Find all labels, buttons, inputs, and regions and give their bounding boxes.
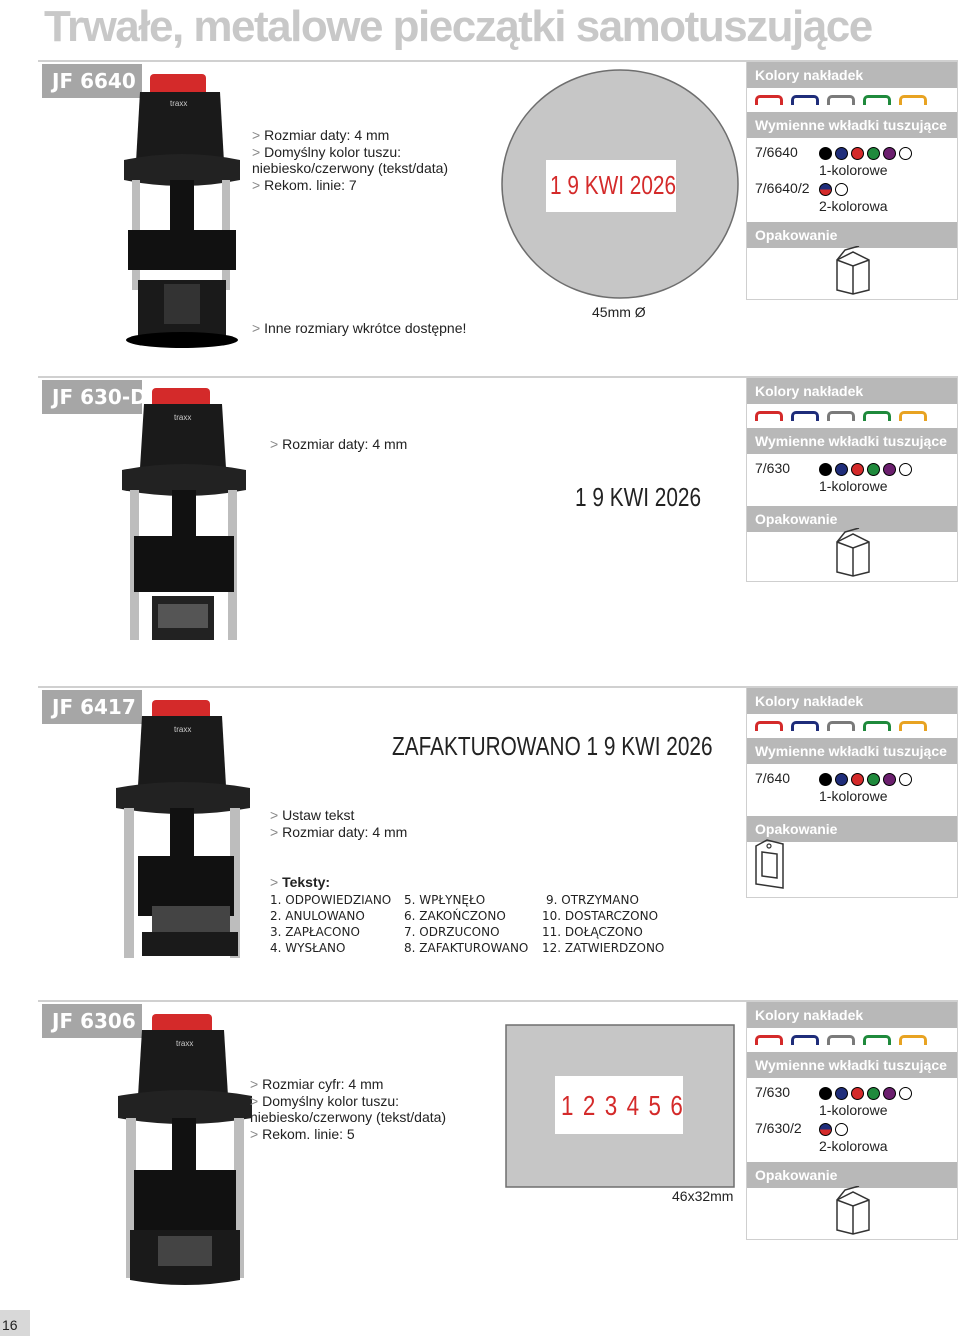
cap-colors	[747, 714, 957, 738]
dot-violet	[883, 463, 896, 476]
ink-pads-header: Wymienne wkładki tuszujące	[747, 112, 957, 138]
model-badge: JF 6306	[42, 1004, 142, 1038]
cap-blue	[791, 1035, 819, 1045]
spec-panel	[746, 688, 958, 898]
box-icon	[833, 528, 873, 578]
ink-pads-header: Wymienne wkładki tuszujące	[747, 428, 957, 454]
cap-green	[863, 1035, 891, 1045]
spec-panel	[746, 62, 958, 300]
pad-row: 7/6640/2	[747, 180, 957, 198]
cap-red	[755, 721, 783, 731]
dot-blue	[835, 773, 848, 786]
model-badge: JF 6640	[42, 64, 142, 98]
dot-blue	[835, 147, 848, 160]
dot-white	[899, 147, 912, 160]
texts-label: Teksty:	[282, 874, 331, 890]
feature-list	[270, 436, 407, 453]
dot-green	[867, 1087, 880, 1100]
dot-black	[819, 147, 832, 160]
feature-item: niebiesko/czerwony (tekst/data)	[250, 1109, 447, 1125]
stamp-photo-jf630d	[118, 386, 250, 656]
text-options: > Teksty: 1. ODPOWIEDZIANO 2. ANULOWANO 3. ZAPŁACONO 4. WYSŁANO 5. WPŁYNĘŁO 6. ZAKOŃCZONO 7. ODRZUCONO 8. ZAFAKTUROWANO 9. OTRZYMANO 10. DOSTARCZONO 11. DOŁĄCZONO 12. ZATWIERDZONO	[270, 874, 665, 955]
text-option: 11. DOŁĄCZONO	[542, 925, 643, 939]
feature-item: > Rekom. linie: 7	[252, 176, 357, 193]
feature-item: > Rozmiar daty: 4 mm	[270, 436, 408, 452]
imprint-date: 1 9 KWI 2026	[550, 170, 677, 200]
dot-green	[867, 463, 880, 476]
dot-black	[819, 773, 832, 786]
model-badge: JF 630-D	[42, 380, 142, 414]
text-option: 6. ZAKOŃCZONO	[404, 909, 506, 923]
dot-green	[867, 147, 880, 160]
pad-label: 1-kolorowe	[819, 1102, 888, 1118]
cap-colors	[747, 88, 957, 112]
packaging-header: Opakowanie	[747, 816, 957, 842]
feature-item: > Domyślny kolor tuszu:	[250, 1092, 400, 1109]
ink-colors-header: Kolory nakładek	[747, 688, 957, 714]
cap-gray	[827, 1035, 855, 1045]
cap-colors	[747, 1028, 957, 1052]
cap-gray	[827, 411, 855, 421]
feature-item: niebiesko/czerwony (tekst/data)	[252, 160, 449, 176]
box-icon	[833, 246, 873, 296]
imprint-text: ZAFAKTUROWANO 1 9 KWI 2026	[392, 731, 713, 761]
text-option: 2. ANULOWANO	[270, 909, 365, 923]
text-option: 10. DOSTARCZONO	[542, 909, 659, 923]
feature-item: > Rekom. linie: 5	[250, 1125, 355, 1142]
ink-colors-header: Kolory nakładek	[747, 62, 957, 88]
cap-green	[863, 95, 891, 105]
dot-violet	[883, 147, 896, 160]
box-icon	[833, 1186, 873, 1236]
dot-violet	[883, 773, 896, 786]
imprint-size: 45mm Ø	[592, 304, 646, 320]
pad-label: 2-kolorowa	[819, 1138, 888, 1154]
cap-green	[863, 721, 891, 731]
packaging-header: Opakowanie	[747, 506, 957, 532]
ink-pads-header: Wymienne wkładki tuszujące	[747, 738, 957, 764]
pad-label: 1-kolorowe	[819, 788, 888, 804]
cap-red	[755, 1035, 783, 1045]
pad-row: 7/640	[747, 770, 957, 788]
dot-empty	[835, 1123, 848, 1136]
feature-item: > Rozmiar cyfr: 4 mm	[250, 1076, 384, 1092]
feature-item: > Ustaw tekst	[270, 807, 355, 823]
stamp-photo-jf6417	[112, 696, 254, 968]
dot-red	[851, 463, 864, 476]
cap-gray	[827, 95, 855, 105]
stamp-photo-jf6306	[114, 1010, 256, 1294]
text-option: 3. ZAPŁACONO	[270, 925, 360, 939]
packaging-header: Opakowanie	[747, 1162, 957, 1188]
text-option: 7. ODRZUCONO	[404, 925, 500, 939]
spec-panel	[746, 378, 958, 582]
ink-pads-header: Wymienne wkładki tuszujące	[747, 1052, 957, 1078]
svg-text:traxx: traxx	[174, 725, 192, 734]
dot-black	[819, 463, 832, 476]
feature-list	[250, 1076, 446, 1142]
pad-row: 7/6640	[747, 144, 957, 162]
text-option: 4. WYSŁANO	[270, 941, 346, 955]
availability-note: > Inne rozmiary wkrótce dostępne!	[252, 320, 467, 336]
feature-list	[252, 127, 448, 193]
dot-blue	[835, 1087, 848, 1100]
text-option: 12. ZATWIERDZONO	[542, 941, 665, 955]
dot-violet	[883, 1087, 896, 1100]
dot-red	[851, 147, 864, 160]
pad-row: 7/630	[747, 1084, 957, 1102]
dot-black	[819, 1087, 832, 1100]
dot-white	[899, 773, 912, 786]
cap-red	[755, 411, 783, 421]
cap-colors	[747, 404, 957, 428]
model-badge: JF 6417	[42, 690, 142, 724]
cap-blue	[791, 95, 819, 105]
text-option: 1. ODPOWIEDZIANO	[270, 893, 392, 907]
dot-red	[851, 1087, 864, 1100]
svg-text:traxx: traxx	[174, 413, 192, 422]
pad-label: 1-kolorowe	[819, 162, 888, 178]
spec-panel	[746, 1002, 958, 1240]
cap-gray	[827, 721, 855, 731]
dot-blue-red	[819, 183, 832, 196]
svg-text:traxx: traxx	[170, 99, 188, 108]
pad-row: 7/630/2	[747, 1120, 957, 1138]
pad-row: 7/630	[747, 460, 957, 478]
cap-red	[755, 95, 783, 105]
cap-yellow	[899, 411, 927, 421]
text-option: 5. WPŁYNĘŁO	[404, 893, 486, 907]
imprint-date: 1 9 KWI 2026	[575, 482, 702, 512]
cap-blue	[791, 721, 819, 731]
feature-list	[270, 807, 407, 840]
dot-green	[867, 773, 880, 786]
packaging-header: Opakowanie	[747, 222, 957, 248]
text-option: 9. OTRZYMANO	[546, 893, 639, 907]
text-option: 8. ZAFAKTUROWANO	[404, 941, 529, 955]
dot-blue-red	[819, 1123, 832, 1136]
feature-item: > Rozmiar daty: 4 mm	[252, 127, 390, 143]
blister-pack-icon	[753, 838, 787, 892]
dot-blue	[835, 463, 848, 476]
pad-label: 1-kolorowe	[819, 478, 888, 494]
dot-empty	[835, 183, 848, 196]
cap-yellow	[899, 95, 927, 105]
imprint-size: 46x32mm	[672, 1188, 734, 1204]
page-title: Trwałe, metalowe pieczątki samotuszujące	[44, 2, 872, 51]
dot-white	[899, 1087, 912, 1100]
feature-item: > Domyślny kolor tuszu:	[252, 143, 402, 160]
cap-yellow	[899, 1035, 927, 1045]
ink-colors-header: Kolory nakładek	[747, 378, 957, 404]
stamp-photo-jf6640	[118, 70, 246, 352]
cap-yellow	[899, 721, 927, 731]
page-number: 16	[0, 1310, 30, 1336]
pad-label: 2-kolorowa	[819, 198, 888, 214]
ink-colors-header: Kolory nakładek	[747, 1002, 957, 1028]
dot-white	[899, 463, 912, 476]
cap-green	[863, 411, 891, 421]
dot-red	[851, 773, 864, 786]
svg-text:traxx: traxx	[176, 1039, 194, 1048]
feature-item: > Rozmiar daty: 4 mm	[270, 823, 408, 840]
imprint-numbers: 1 2 3 4 5 6	[561, 1090, 685, 1121]
cap-blue	[791, 411, 819, 421]
